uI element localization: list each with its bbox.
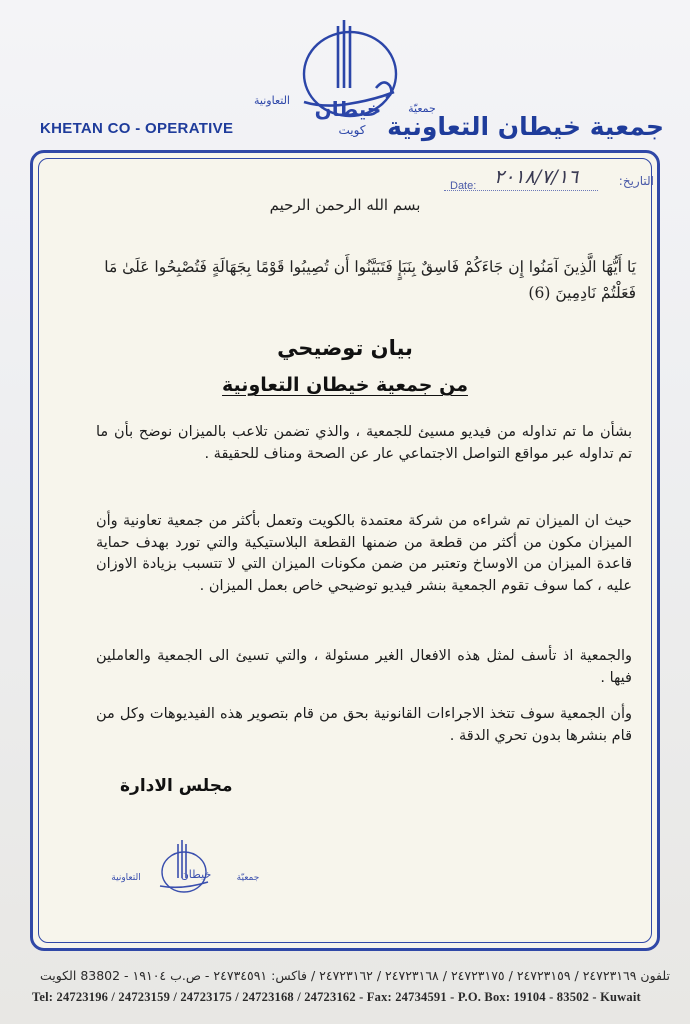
footer-contact-en: Tel: 24723196 / 24723159 / 24723175 / 24723168 / 24723162 - Fax: 24734591 - P.O. Box: 19104 - 83502 - Kuwait [32,990,641,1004]
signature-board: مجلس الادارة [120,776,233,796]
paragraph-3: والجمعية اذ تأسف لمثل هذه الافعال الغير مسئولة ، والتي تسيئ الى الجمعية والعاملين فيها . [96,648,632,686]
small-logo [98,838,268,900]
small-logo-taawoniya: التعاونية [111,873,141,883]
statement-title: بيان توضيحي [277,336,413,360]
paragraph-1: بشأن ما تم تداوله من فيديو مسيئ للجمعية ، والذي تضمن تلاعب بالميزان نوضح بأن ما تم تداوله عبر مواقع التواصل الاجتماعي عار عن الصحة ومناف للحقيقة . [96,424,632,462]
small-logo-name: خيطان [180,868,212,881]
date-label-en: Date: [450,180,477,192]
date-row [424,168,654,194]
small-logo-jamiya: جمعيّة [236,873,260,883]
quran-verse: يَا أَيُّهَا الَّذِينَ آمَنُوا إِن جَاءَكُمْ فَاسِقٌ بِنَبَإٍ فَتَبَيَّنُوا أَن تُصِيبُوا قَوْمًا بِجَهَالَةٍ فَتُصْبِحُوا عَلَىٰ مَا فَعَلْتُمْ نَادِمِينَ (6) [104,258,636,302]
date-value: ٢٠١٨/٧/١٦ [494,166,579,188]
paragraph-2: حيث ان الميزان تم شراءه من شركة معتمدة بالكويت وتعمل بأكثر من جمعية تعاونية وأن الميزان مكون من أكثر من قطعة من ضمنها القطعة البلاستيكية والتي تورد بهدف حماية قاعدة الميزان من الاوساخ وتعتبر من ضمن مكونات الميزان التي لا تتسبب بزيادة الاوزان عليه ، كما سوف تقوم الجمعية بنشر فيديو توضيحي خاص بعمل الميزان . [96,513,632,594]
org-name-en: KHETAN CO - OPERATIVE [40,120,234,137]
org-name-ar: جمعية خيطان التعاونية [387,112,664,141]
logo-kuwait-ar: كويت [338,123,366,137]
basmala: بسم الله الرحمن الرحيم [269,196,421,214]
footer-contact-ar: تلفون ٢٤٧٢٣١٦٩ / ٢٤٧٢٣١٥٩ / ٢٤٧٢٣١٧٥ / ٢٤٧٢٣١٦٨ / ٢٤٧٢٣١٦٢ / فاكس: ٢٤٧٣٤٥٩١ - ص.ب ١٩١٠٤ - 83802 الكويت [39,968,670,983]
date-label-ar: التاريخ: [618,174,654,188]
logo-small-ar: جمعيّة [408,102,436,115]
paragraph-4: وأن الجمعية سوف تتخذ الاجراءات القانونية بحق من قام بتصوير هذه الفيديوهات وكل من قام بنشرها بدون تحري الدقة . [96,706,632,744]
logo-taawoniya-ar: التعاونية [254,94,290,107]
logo-name-ar: خيطان [314,97,382,121]
date-dotted-line [444,190,598,191]
statement-subtitle: من جمعية خيطان التعاونية [222,374,468,396]
